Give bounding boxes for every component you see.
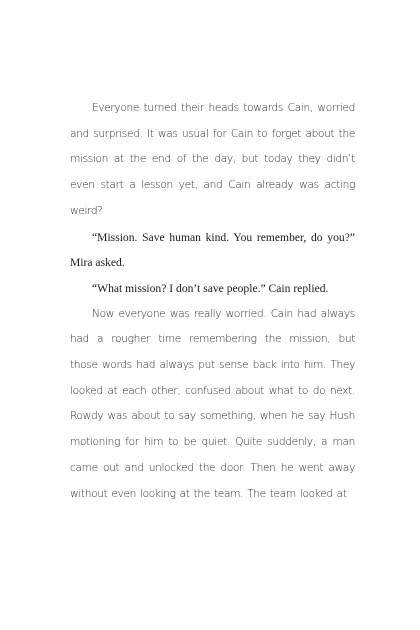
paragraph-4: Now everyone was really worried. Cain had always had a rougher time remembering the mission, but those words had always put sense back into him. They looked at each other, confused about what to do next. Rowdy was about to say something, when he say Hush motioning for him to be quiet. Quite suddenly, a man came out and unlocked the door. Then he went away without even looking at the team. The team looked at [70,307,355,500]
paragraph-1: Everyone turned their heads towards Cain, worried and surprised. It was usual for Cain to forget about the mission at the end of the day, but today they didn’t even start a lesson yet, and Cain already was acting weird? [70,102,355,217]
body-text [70,96,355,507]
paragraph-2: “Mission. Save human kind. You remember, do you?” Mira asked. [70,230,355,270]
paragraph-3: “What mission? I don’t save people.” Cain replied. [92,281,329,295]
